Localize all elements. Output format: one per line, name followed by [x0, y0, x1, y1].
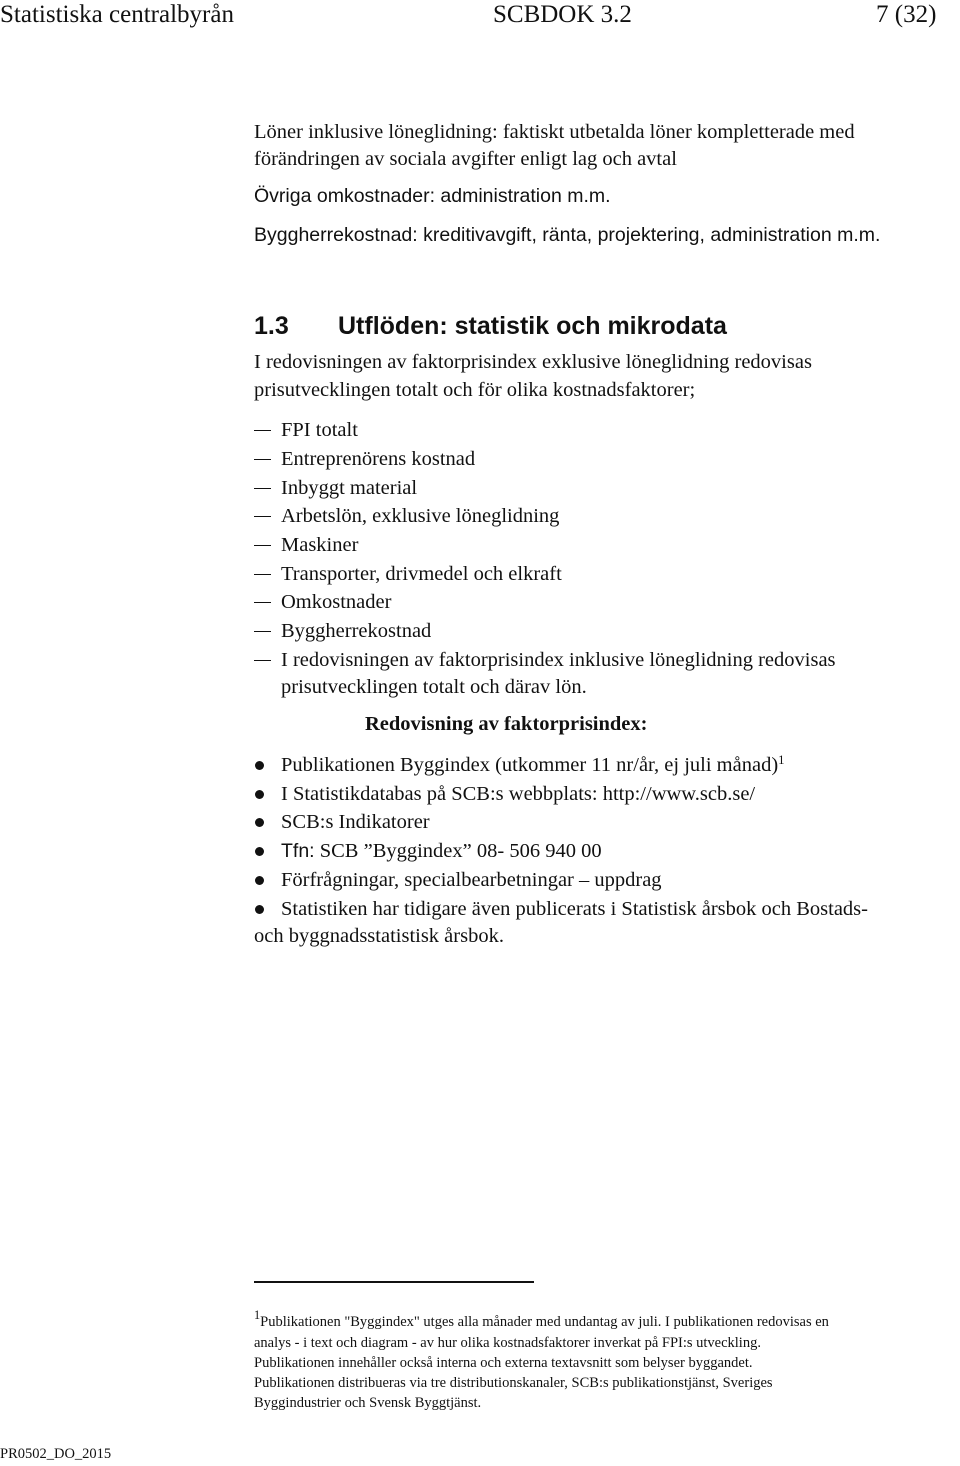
dash-icon: [254, 660, 271, 661]
footnote-line4: Publikationen distribueras via tre distributionskanaler, SCB:s publikationstjänst, Sveriges: [254, 1375, 773, 1391]
section-intro-line2: prisutvecklingen totalt och för olika kostnadsfaktorer;: [254, 379, 696, 401]
dash-icon: [254, 631, 271, 632]
dash-icon: [254, 488, 271, 489]
footnote-marker: 1: [254, 1308, 261, 1323]
bullet-icon: [255, 790, 264, 799]
footnote-line1: $^1$Publikationen "Byggindex" utges alla månader med undantag av juli. I publikationen redovisas en: [254, 1308, 829, 1330]
dash-list-continuation: prisutvecklingen totalt och därav lön.: [281, 676, 587, 698]
section-intro-line1: I redovisningen av faktorprisindex exklusive löneglidning redovisas: [254, 351, 812, 373]
footnote-reference: 1: [778, 753, 785, 768]
bullet-icon: [255, 905, 264, 914]
bullet-icon: [255, 847, 264, 856]
section-title: Utflöden: statistik och mikrodata: [338, 312, 727, 340]
dash-icon: [254, 516, 271, 517]
document-code: PR0502_DO_2015: [0, 1446, 112, 1462]
wages-text-line1: Löner inklusive löneglidning: faktiskt utbetalda löner kompletterade med: [254, 121, 855, 143]
dash-icon: [254, 430, 271, 431]
header-organization: Statistiska centralbyrån: [0, 1, 234, 28]
wages-text-line2: förändringen av sociala avgifter enligt lag och avtal: [254, 148, 677, 170]
dash-icon: [254, 545, 271, 546]
dash-icon: [254, 574, 271, 575]
footnote-line3: Publikationen innehåller också interna och externa textavsnitt som belyser byggandet.: [254, 1355, 753, 1371]
bullet-icon: [255, 761, 264, 770]
dash-icon: [254, 459, 271, 460]
header-document-id: SCBDOK 3.2: [493, 1, 632, 28]
bullet-icon: [255, 876, 264, 885]
bullet-yearbook-continuation: och byggnadsstatistisk årsbok.: [254, 925, 504, 947]
footnote-line2: analys - i text och diagram - av hur olika kostnadsfaktorer inverkat på FPI:s utveckling.: [254, 1335, 761, 1351]
bullet-icon: [255, 818, 264, 827]
developer-cost-text: Byggherrekostnad: kreditivavgift, ränta, projektering, administration m.m.: [254, 224, 881, 246]
footnote-line5: Byggindustrier och Svensk Byggtjänst.: [254, 1395, 482, 1411]
dash-icon: [254, 602, 271, 603]
section-number: 1.3: [254, 312, 289, 340]
subheading: Redovisning av faktorprisindex:: [365, 713, 648, 735]
footnote-separator: [254, 1281, 534, 1283]
other-costs-text: Övriga omkostnader: administration m.m.: [254, 185, 611, 207]
header-page-number: 7 (32): [876, 1, 937, 28]
